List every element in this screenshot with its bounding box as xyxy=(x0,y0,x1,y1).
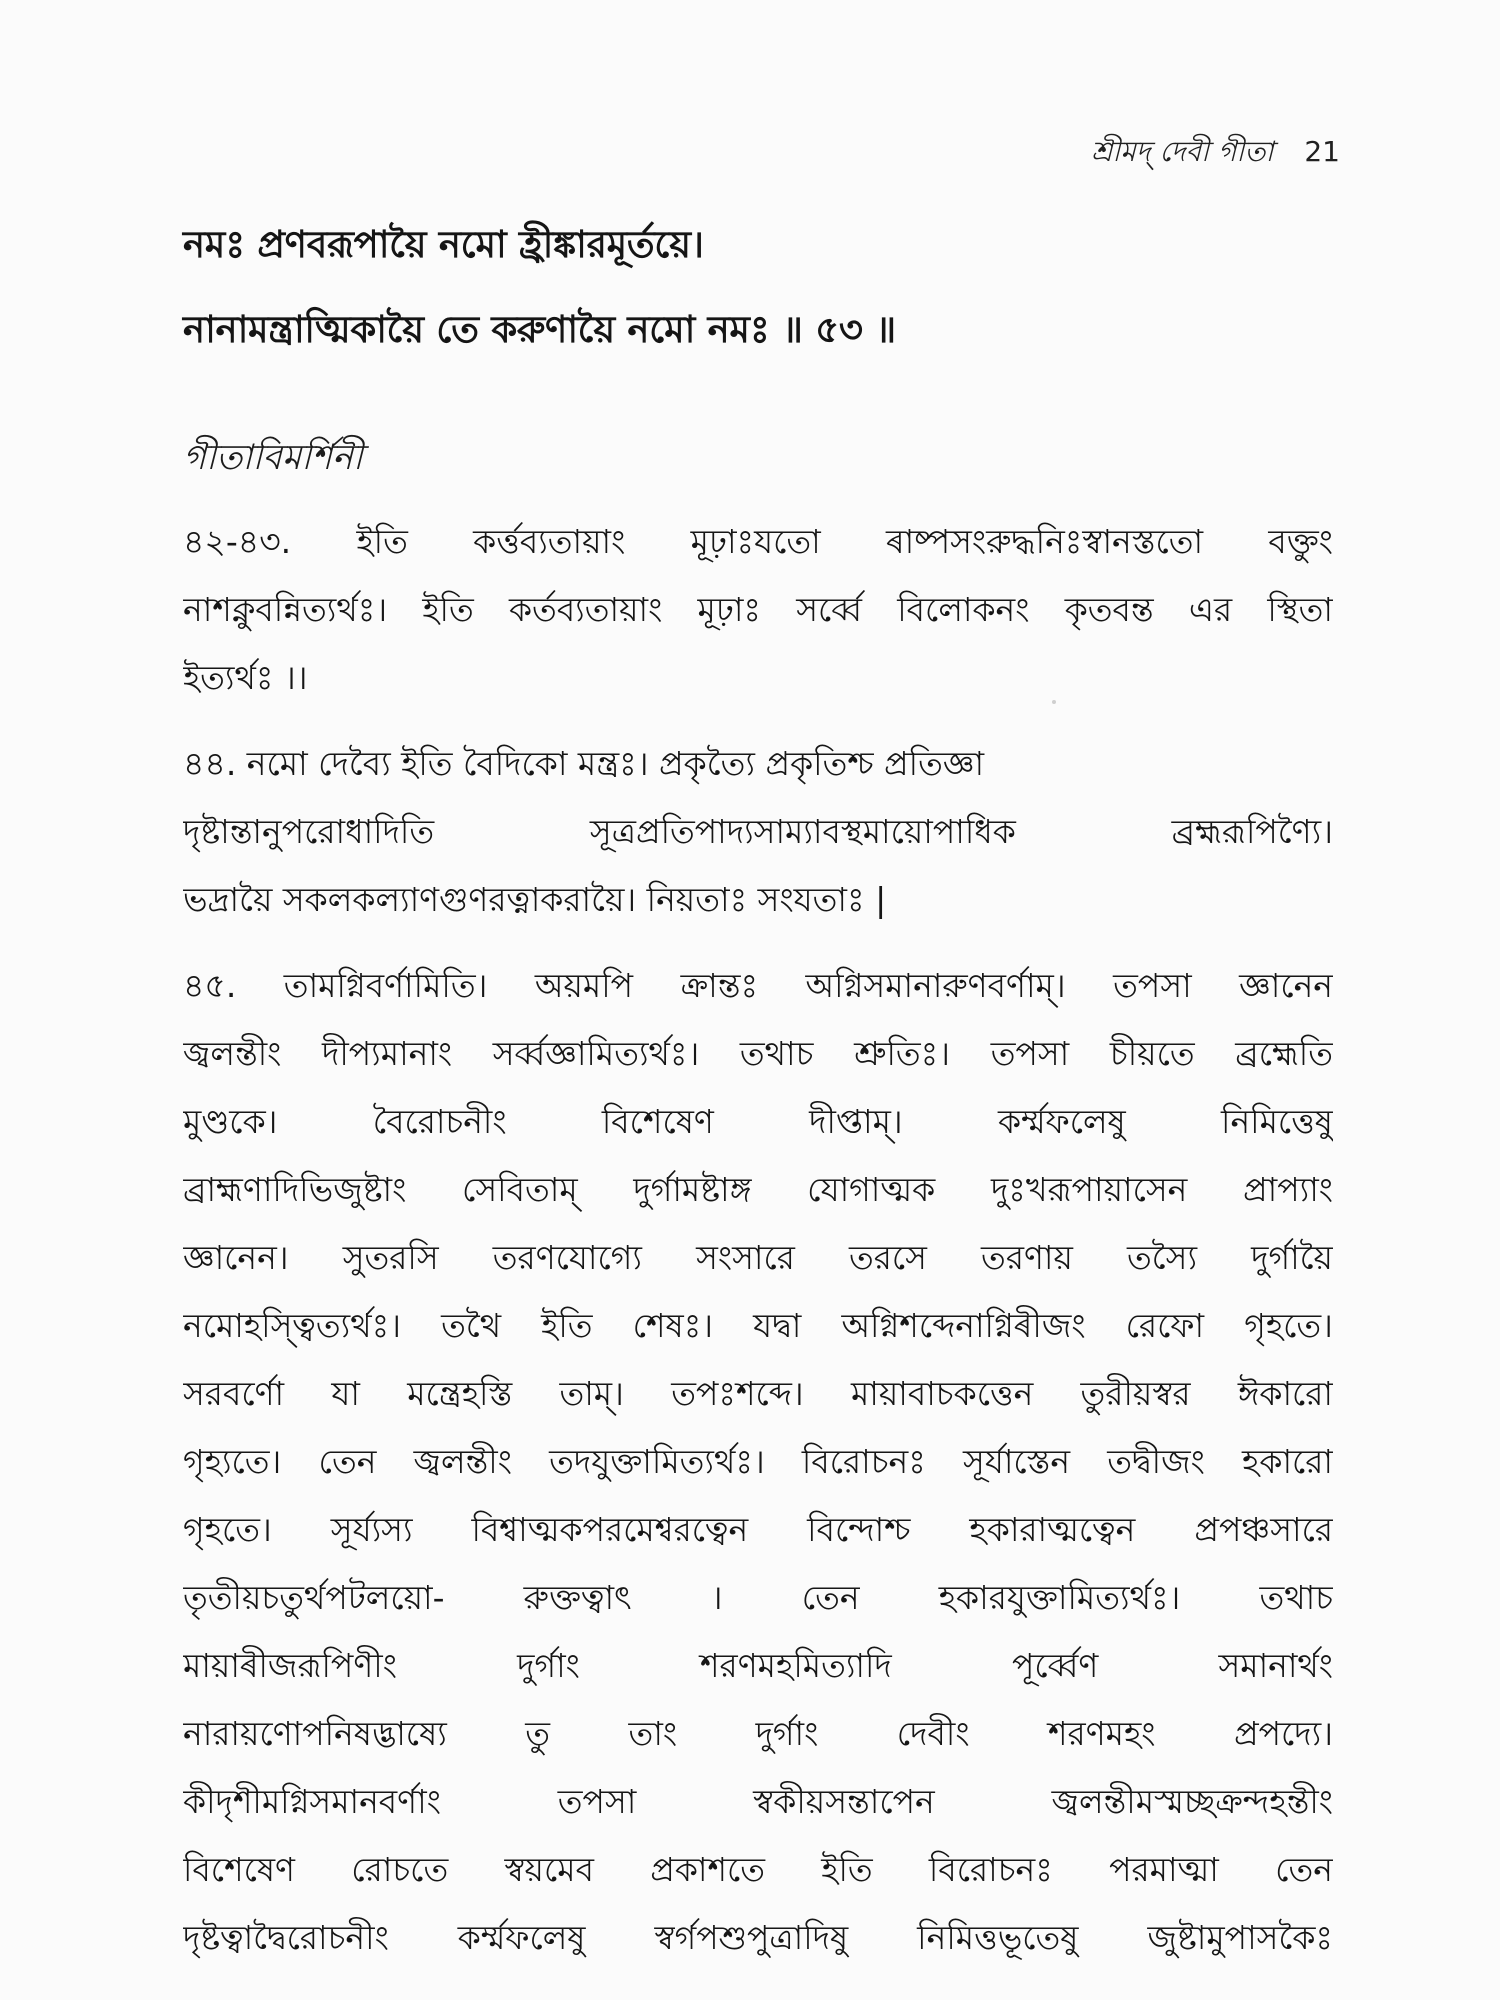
running-header xyxy=(1040,130,1340,177)
paragraph-line: দৃষ্টান্তানুপরোধাদিতি সূত্রপ্রতিপাদ্যসাম্যাবস্থমায়োপাধিক ব্রহ্মরূপিণ্যৈ। xyxy=(183,812,1333,851)
commentary-paragraph-44 xyxy=(183,730,1333,934)
paragraph-line: গৃহতে। সূর্য্যস্য বিশ্বাত্মকপরমেশ্বরত্বেন বিন্দোশ্চ হকারাত্মত্বেন প্রপঞ্চসারে xyxy=(183,1510,1333,1549)
paragraph-line: জ্বলন্তীং দীপ্যমানাং সর্ব্বজ্ঞামিত্যর্থঃ। তথাচ শ্রুতিঃ। তপসা চীয়তে ব্রহ্মেতি xyxy=(183,1034,1333,1073)
paragraph-line: নমোহস্ত্বিত্যর্থঃ। তথৈ ইতি শেষঃ। যদ্বা অগ্নিশব্দেনাগ্নিৰীজং রেফো গৃহতে। xyxy=(183,1306,1333,1345)
paragraph-line: নারায়ণোপনিষদ্ভাষ্যে তু তাং দুর্গাং দেবীং শরণমহং প্রপদ্যে। xyxy=(183,1714,1333,1753)
paragraph-line: ভদ্রায়ৈ সকলকল্যাণগুণরত্নাকরায়ৈ। নিয়তাঃ সংযতাঃ | xyxy=(183,880,887,919)
paragraph-line: ৪৪. নমো দেব্যৈ ইতি বৈদিকো মন্ত্রঃ। প্রকৃত্যৈ প্রকৃতিশ্চ প্রতিজ্ঞা xyxy=(183,744,985,783)
verse-line-1: নমঃ প্রণবরূপায়ৈ নমো হ্রীঙ্কারমূর্তয়ে। xyxy=(183,223,704,266)
paragraph-line: ইত্যর্থঃ ।। xyxy=(183,658,308,697)
verse-line-2: নানামন্ত্রাত্মিকায়ৈ তে করুণায়ৈ নমো নমঃ ॥ ৫৩ ॥ xyxy=(183,308,896,351)
paragraph-line: মুণ্ডকে। বৈরোচনীং বিশেষেণ দীপ্তাম্। কর্ম্মফলেষু নিমিত্তেষু xyxy=(183,1102,1333,1141)
paragraph-line: সরবর্ণো যা মন্ত্রেহস্তি তাম্। তপঃশব্দে। মায়াবাচকত্তেন তুরীয়স্বর ঈকারো xyxy=(183,1374,1333,1413)
paragraph-line: ৪২-৪৩. ইতি কর্ত্তব্যতায়াং মূঢ়াঃযতো ৰাষ্পসংরুদ্ধনিঃস্বানস্ততো বক্তুং xyxy=(183,522,1333,561)
paragraph-line: ৪৫. তামগ্নিবর্ণামিতি। অয়মপি ক্রান্তঃ অগ্নিসমানারুণবর্ণাম্। তপসা জ্ঞানেন xyxy=(183,966,1333,1005)
commentary-paragraph-45 xyxy=(183,952,1333,1972)
page-number: 21 xyxy=(1304,135,1340,168)
running-title: শ্রীমদ্ দেবী গীতা xyxy=(1091,135,1274,168)
paragraph-line: মায়াৰীজরূপিণীং দুর্গাং শরণমহমিত্যাদি পূর্ব্বেণ সমানার্থং xyxy=(183,1646,1333,1685)
paragraph-line: জ্ঞানেন। সুতরসি তরণযোগ্যে সংসারে তরসে তরণায় তস্যৈ দুর্গায়ৈ xyxy=(183,1238,1333,1277)
paragraph-line: ব্রাহ্মণাদিভিজুষ্টাং সেবিতাম্ দুর্গামষ্টাঙ্গ যোগাত্মক দুঃখরূপায়াসেন প্রাপ্যাং xyxy=(183,1170,1333,1209)
paragraph-line: গৃহ্যতে। তেন জ্বলন্তীং তদযুক্তামিত্যর্থঃ। বিরোচনঃ সূর্যাস্তেন তদ্বীজং হকারো xyxy=(183,1442,1333,1481)
paragraph-line: তৃতীয়চতুর্থপটলয়ো- রুক্তত্বাৎ । তেন হকারযুক্তামিত্যর্থঃ। তথাচ xyxy=(183,1578,1333,1617)
commentary-heading: গীতাবিমর্শিনী xyxy=(183,438,363,478)
paragraph-line: কীদৃশীমগ্নিসমানবর্ণাং তপসা স্বকীয়সন্তাপেন জ্বলন্তীমস্মচ্ছক্রন্দহন্তীং xyxy=(183,1782,1333,1821)
paragraph-line: দৃষ্টত্বাদ্বৈরোচনীং কর্ম্মফলেষু স্বর্গপশুপুত্রাদিষু নিমিত্তভূতেষু জুষ্টামুপাসকৈঃ xyxy=(183,1918,1333,1957)
print-speck xyxy=(1052,700,1056,704)
paragraph-line: নাশক্নুবন্নিত্যর্থঃ। ইতি কর্তব্যতায়াং মূঢ়াঃ সর্ব্বে বিলোকনং কৃতবন্ত এর স্থিতা xyxy=(183,590,1333,629)
commentary-paragraph-42-43 xyxy=(183,508,1333,712)
paragraph-line: বিশেষেণ রোচতে স্বয়মেব প্রকাশতে ইতি বিরোচনঃ পরমাত্মা তেন xyxy=(183,1850,1333,1889)
